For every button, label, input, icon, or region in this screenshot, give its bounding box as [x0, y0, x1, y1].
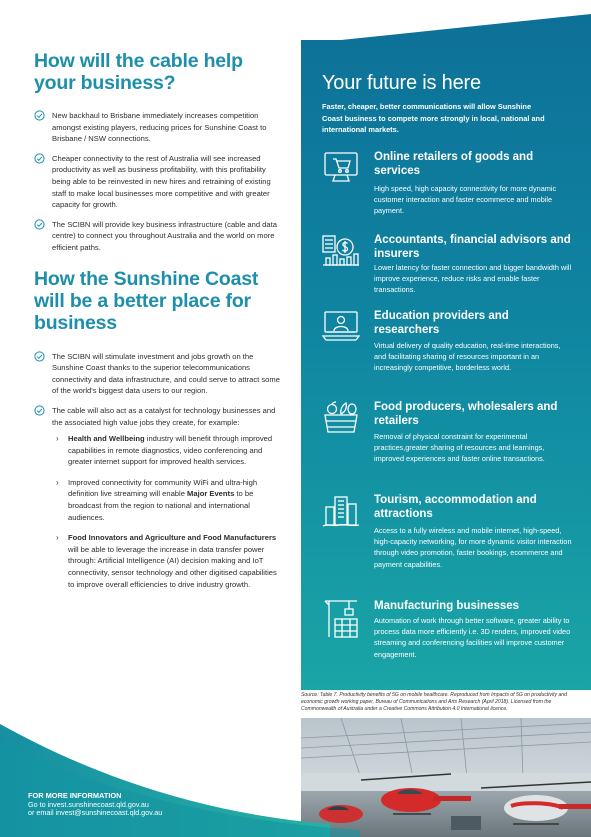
- list-item: [52, 433, 282, 468]
- tourism-icon: [321, 493, 361, 527]
- list-item: [34, 153, 282, 211]
- education-icon: [321, 309, 361, 343]
- heading-cable-help: How will the cable help your business?: [34, 50, 243, 94]
- footer-website[interactable]: Go to invest.sunshinecoast.qld.gov.au: [28, 799, 149, 809]
- list-item: [52, 532, 282, 590]
- heading-better-place: How the Sunshine Coast will be a better place for business: [34, 267, 259, 334]
- bullet-text: The SCIBN will stimulate investment and jobs growth on the Sunshine Coast thanks to the superior telecommunications connectivity and data infrastructure, and could serve to attract some of the world's biggest data users to our region.: [52, 351, 280, 396]
- category-title: Education providers and researchers: [374, 310, 509, 336]
- bold-term: Health and Wellbeing: [68, 434, 145, 444]
- bold-term: Food Innovators and Agriculture and Food Manufacturers: [68, 533, 277, 543]
- footer-contact: [28, 792, 162, 818]
- region-benefits-list: [34, 351, 282, 591]
- item-text: will be able to leverage the increase in data transfer power through: Artificial Intelligence (AI) decision making and IoT connectivity, sensor technology and other digitised capabilities to improve overall efficiencies to drive industry growth.: [68, 544, 277, 589]
- category-description: Removal of physical constraint for experimental practices,greater sharing of resources and learnings, improved experiences and faster online transactions.: [374, 432, 545, 464]
- chevron-right-icon: ›: [56, 477, 59, 487]
- category-title: Accountants, financial advisors and insurers: [374, 234, 571, 260]
- manufacturing-icon: [321, 599, 361, 639]
- bold-term: Major Events: [187, 489, 235, 499]
- source-citation: Source: Table 7. Productivity benefits of 5G on mobile healthcare. Reproduced from Impacts of 5G on productivity and economic growth working paper, Bureau of Communications and Arts Research (April 2018). Licensed from the Commonwealth of Australia under a Creative Commons Attribution 4.0 International licence.: [301, 692, 567, 712]
- bullet-text: New backhaul to Brisbane immediately increases competition amongst existing players, reducing prices for Sunshine Coast to Brisbane / NSW connections.: [52, 111, 267, 144]
- category-description: Virtual delivery of quality education, real-time interactions, and facilitating sharing of resources important in an increasingly competitive, borderless world.: [374, 341, 561, 373]
- check-circle-icon: [34, 351, 45, 362]
- panel-intro: Faster, cheaper, better communications will allow Sunshine Coast business to compete more strongly in local, national and international markets.: [322, 102, 545, 134]
- footer-title: FOR MORE INFORMATION: [28, 791, 122, 800]
- category-description: Lower latency for faster connection and bigger bandwidth will improve experience, reduce risks and enable faster transactions.: [374, 263, 572, 295]
- cable-benefits-list: [34, 110, 282, 254]
- category-title: Tourism, accommodation and attractions: [374, 494, 537, 520]
- category-description: Access to a fully wireless and mobile internet, high-speed, high-capacity networking, for more dynamic visitor interaction through video promotion, faster bookings, ecommerce and payment capabilities.: [374, 526, 572, 569]
- left-column: [34, 50, 282, 599]
- category-title: Online retailers of goods and services: [374, 151, 534, 177]
- food-producer-icon: [321, 400, 361, 434]
- category-description: High speed, high capacity connectivity for more dynamic customer interaction and faster ecommerce and mobile payment.: [374, 184, 557, 216]
- item-text: to be broadcast from the region to national and international audiences.: [68, 489, 254, 522]
- item-text: industry will benefit through improved capabilities in remote diagnostics, video conferencing and greater internet support for improved health services.: [68, 434, 273, 467]
- footer-band: [0, 724, 591, 837]
- online-retail-icon: [321, 150, 361, 184]
- example-list: [52, 433, 282, 590]
- category-description: Automation of work through better software, greater ability to process data more efficiently i.e. 3D renders, improved video streaming and conferencing facilities will improve customer engagement.: [374, 616, 571, 659]
- check-circle-icon: [34, 110, 45, 121]
- footer-email[interactable]: or email invest@sunshinecoast.qld.gov.au: [28, 808, 163, 818]
- category-title: Food producers, wholesalers and retailers: [374, 401, 558, 427]
- finance-icon: [321, 233, 361, 267]
- panel-top-decoration: [301, 0, 591, 40]
- panel-title: Your future is here: [322, 72, 481, 94]
- list-item: [34, 405, 282, 590]
- chevron-right-icon: ›: [56, 434, 59, 444]
- bullet-text: The cable will also act as a catalyst for technology businesses and the associated high value jobs they create, for example:: [52, 405, 276, 427]
- category-title: Manufacturing businesses: [374, 600, 520, 612]
- check-circle-icon: [34, 405, 45, 416]
- list-item: [34, 351, 282, 397]
- future-panel: [301, 0, 591, 690]
- list-item: [34, 219, 282, 254]
- bullet-text: The SCIBN will provide key business infrastructure (cable and data centre) to connect you throughout Australia and the world on more efficient paths.: [52, 219, 277, 252]
- chevron-right-icon: ›: [56, 533, 59, 543]
- bullet-text: Cheaper connectivity to the rest of Australia will see increased productivity as well as business profitability, with this profitability being able to be reinvested in new hires and retraining of existing staff to make local businesses more competitive and with greater capacity for growth.: [52, 153, 271, 210]
- list-item: [52, 477, 282, 523]
- check-circle-icon: [34, 153, 45, 164]
- check-circle-icon: [34, 219, 45, 230]
- item-text: Improved connectivity for community WiFi and ultra-high definition live streaming will enable: [68, 477, 258, 499]
- list-item: [34, 110, 282, 145]
